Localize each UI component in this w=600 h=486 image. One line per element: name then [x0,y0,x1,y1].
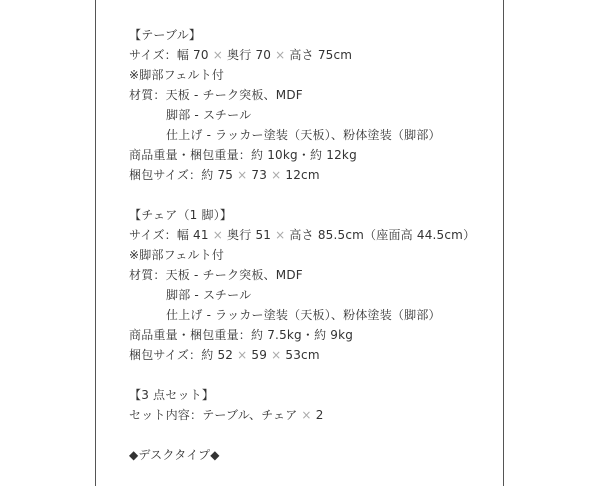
chair-heading: 【チェア（1 脚）】 [129,208,233,222]
chair-size-height: 高さ 85.5cm（座面高 44.5cm） [289,228,476,242]
table-size [129,45,475,65]
times-sign: × [275,48,286,62]
chair-pack-size [129,345,475,365]
set-heading: 【3 点セット】 [129,388,215,402]
times-sign: × [271,348,282,362]
table-pack-depth: 73 [251,168,268,182]
product-spec-panel [95,0,504,486]
table-size-height: 高さ 75cm [289,48,353,62]
times-sign: × [237,348,248,362]
table-size-width: サイズ：幅 70 [129,48,209,62]
table-pack-width: 梱包サイズ：約 75 [129,168,234,182]
chair-size-depth: 奥行 51 [227,228,272,242]
cut-off-heading [148,0,255,4]
chair-pack-height: 53cm [285,348,320,362]
set-contents [129,405,475,425]
table-material-finish: 仕上げ - ラッカー塗装（天板）、粉体塗装（脚部） [166,128,441,142]
table-felt-note: ※脚部フェルト付 [129,68,225,82]
set-contents-label: セット内容：テーブル、チェア [129,408,298,422]
table-pack-size [129,165,475,185]
table-size-depth: 奥行 70 [227,48,272,62]
chair-size [129,225,475,245]
times-sign: × [212,228,224,242]
times-sign: × [271,168,282,182]
set-contents-count: 2 [315,408,324,422]
chair-material-finish: 仕上げ - ラッカー塗装（天板）、粉体塗装（脚部） [166,308,441,322]
times-sign: × [275,228,286,242]
times-sign: × [301,408,312,422]
table-heading: 【テーブル】 [129,28,202,42]
times-sign: × [212,48,224,62]
desk-type-heading: ◆デスクタイプ◆ [129,448,220,462]
spacer [129,185,475,205]
chair-pack-depth: 59 [251,348,268,362]
chair-felt-note: ※脚部フェルト付 [129,248,225,262]
chair-material-top: 材質：天板 - チーク突板、MDF [129,268,303,282]
chair-material-leg: 脚部 - スチール [166,288,252,302]
table-pack-height: 12cm [285,168,320,182]
spacer [129,425,475,445]
table-weight: 商品重量・梱包重量：約 10kg・約 12kg [129,148,357,162]
chair-weight: 商品重量・梱包重量：約 7.5kg・約 9kg [129,328,354,342]
table-material-leg: 脚部 - スチール [166,108,252,122]
chair-size-width: サイズ：幅 41 [129,228,209,242]
times-sign: × [237,168,248,182]
spacer [129,365,475,385]
table-material-top: 材質：天板 - チーク突板、MDF [129,88,303,102]
chair-pack-width: 梱包サイズ：約 52 [129,348,234,362]
spec-content [129,25,475,465]
